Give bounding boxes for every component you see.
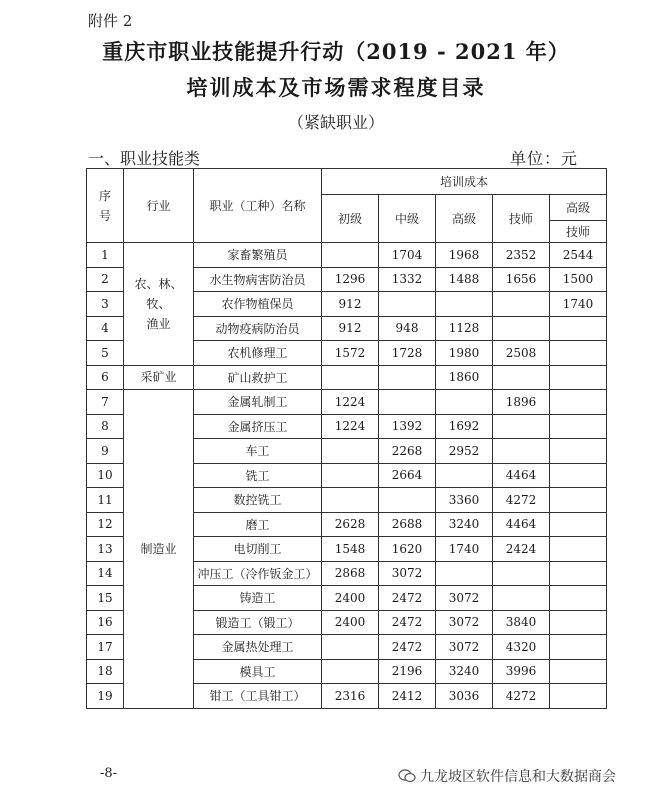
cost-cell bbox=[550, 684, 607, 709]
row-number: 10 bbox=[87, 463, 124, 488]
cost-cell bbox=[322, 659, 379, 684]
row-number: 14 bbox=[87, 561, 124, 586]
cost-cell bbox=[322, 463, 379, 488]
table-row bbox=[87, 243, 607, 268]
occupation-name: 铣工 bbox=[194, 463, 322, 488]
cost-cell bbox=[550, 610, 607, 635]
cost-cell: 2400 bbox=[322, 586, 379, 611]
row-number: 1 bbox=[87, 243, 124, 268]
row-number: 6 bbox=[87, 365, 124, 390]
cost-cell: 1548 bbox=[322, 537, 379, 562]
row-number: 9 bbox=[87, 439, 124, 464]
row-number: 12 bbox=[87, 512, 124, 537]
cost-cell bbox=[493, 586, 550, 611]
cost-cell: 2952 bbox=[436, 439, 493, 464]
cost-cell bbox=[379, 365, 436, 390]
cost-cell bbox=[550, 414, 607, 439]
row-number: 17 bbox=[87, 635, 124, 660]
header-level-4: 技师 bbox=[493, 195, 550, 243]
attachment-label: 附件 2 bbox=[88, 12, 133, 30]
row-number: 4 bbox=[87, 316, 124, 341]
cost-cell: 912 bbox=[322, 292, 379, 317]
occupation-name: 数控铣工 bbox=[194, 488, 322, 513]
cost-cell bbox=[550, 635, 607, 660]
cost-cell bbox=[550, 365, 607, 390]
occupation-name: 金属挤压工 bbox=[194, 414, 322, 439]
row-number: 5 bbox=[87, 341, 124, 366]
cost-cell bbox=[322, 243, 379, 268]
cost-cell bbox=[550, 586, 607, 611]
cost-cell: 4320 bbox=[493, 635, 550, 660]
cost-cell: 2268 bbox=[379, 439, 436, 464]
cost-cell: 1980 bbox=[436, 341, 493, 366]
cost-cell: 1296 bbox=[322, 267, 379, 292]
table-row bbox=[87, 365, 607, 390]
cost-cell: 2316 bbox=[322, 684, 379, 709]
cost-cell: 4272 bbox=[493, 684, 550, 709]
table-row bbox=[87, 390, 607, 415]
row-number: 11 bbox=[87, 488, 124, 513]
cost-cell bbox=[322, 365, 379, 390]
cost-cell bbox=[493, 414, 550, 439]
occupation-name: 金属热处理工 bbox=[194, 635, 322, 660]
row-number: 3 bbox=[87, 292, 124, 317]
page-number: -8- bbox=[100, 766, 118, 781]
cost-cell: 3036 bbox=[436, 684, 493, 709]
occupation-name: 锻造工（锻工） bbox=[194, 610, 322, 635]
cost-cell bbox=[550, 463, 607, 488]
cost-cell: 1572 bbox=[322, 341, 379, 366]
industry-cell: 采矿业 bbox=[124, 365, 194, 390]
cost-cell: 2472 bbox=[379, 635, 436, 660]
cost-cell: 1128 bbox=[436, 316, 493, 341]
header-cost-group: 培训成本 bbox=[322, 169, 607, 195]
cost-cell: 2508 bbox=[493, 341, 550, 366]
page-subtitle: （紧缺职业） bbox=[287, 113, 384, 132]
header-level-2: 中级 bbox=[379, 195, 436, 243]
occupation-name: 矿山救护工 bbox=[194, 365, 322, 390]
row-number: 2 bbox=[87, 267, 124, 292]
cost-cell bbox=[550, 561, 607, 586]
cost-cell bbox=[550, 512, 607, 537]
occupation-name: 模具工 bbox=[194, 659, 322, 684]
cost-cell: 1704 bbox=[379, 243, 436, 268]
cost-cell bbox=[550, 537, 607, 562]
cost-cell: 1224 bbox=[322, 390, 379, 415]
occupation-name: 磨工 bbox=[194, 512, 322, 537]
cost-cell: 3360 bbox=[436, 488, 493, 513]
occupation-name: 钳工（工具钳工） bbox=[194, 684, 322, 709]
cost-cell: 1692 bbox=[436, 414, 493, 439]
watermark-text: 九龙坡区软件信息和大数据商会 bbox=[420, 769, 616, 785]
cost-cell bbox=[322, 635, 379, 660]
cost-cell: 1968 bbox=[436, 243, 493, 268]
header-level-3: 高级 bbox=[436, 195, 493, 243]
occupation-name: 铸造工 bbox=[194, 586, 322, 611]
cost-cell: 2688 bbox=[379, 512, 436, 537]
cost-cell: 2412 bbox=[379, 684, 436, 709]
section-heading: 一、职业技能类 bbox=[88, 149, 201, 168]
cost-cell: 2868 bbox=[322, 561, 379, 586]
cost-cell: 1656 bbox=[493, 267, 550, 292]
cost-cell: 1224 bbox=[322, 414, 379, 439]
row-number: 8 bbox=[87, 414, 124, 439]
cost-cell bbox=[436, 390, 493, 415]
cost-cell bbox=[493, 316, 550, 341]
cost-cell: 3072 bbox=[436, 586, 493, 611]
cost-cell: 1332 bbox=[379, 267, 436, 292]
cost-cell bbox=[379, 488, 436, 513]
cost-cell bbox=[493, 439, 550, 464]
cost-cell: 1896 bbox=[493, 390, 550, 415]
header-level-1: 初级 bbox=[322, 195, 379, 243]
wechat-icon bbox=[398, 769, 416, 783]
cost-cell: 3072 bbox=[436, 635, 493, 660]
occupation-name: 电切削工 bbox=[194, 537, 322, 562]
cost-cell: 2196 bbox=[379, 659, 436, 684]
cost-cell: 2664 bbox=[379, 463, 436, 488]
cost-cell: 1728 bbox=[379, 341, 436, 366]
cost-cell: 1740 bbox=[550, 292, 607, 317]
cost-cell: 912 bbox=[322, 316, 379, 341]
cost-cell bbox=[550, 390, 607, 415]
cost-cell: 3072 bbox=[436, 610, 493, 635]
unit-label: 单位：元 bbox=[510, 149, 579, 168]
occupation-name: 车工 bbox=[194, 439, 322, 464]
cost-cell: 2628 bbox=[322, 512, 379, 537]
cost-cell: 2544 bbox=[550, 243, 607, 268]
industry-cell: 农、林、牧、 渔业 bbox=[124, 243, 194, 366]
cost-cell bbox=[436, 463, 493, 488]
row-number: 19 bbox=[87, 684, 124, 709]
cost-cell bbox=[379, 390, 436, 415]
industry-cell: 制造业 bbox=[124, 390, 194, 709]
cost-cell bbox=[550, 488, 607, 513]
cost-cell: 2472 bbox=[379, 610, 436, 635]
cost-cell bbox=[379, 292, 436, 317]
cost-cell: 1500 bbox=[550, 267, 607, 292]
occupation-name: 动物疫病防治员 bbox=[194, 316, 322, 341]
cost-cell bbox=[436, 292, 493, 317]
cost-cell: 4464 bbox=[493, 512, 550, 537]
occupation-name: 农作物植保员 bbox=[194, 292, 322, 317]
header-industry: 行业 bbox=[124, 169, 194, 243]
cost-cell: 2472 bbox=[379, 586, 436, 611]
cost-cell bbox=[550, 659, 607, 684]
cost-cell: 3240 bbox=[436, 512, 493, 537]
cost-cell: 1488 bbox=[436, 267, 493, 292]
cost-cell: 2352 bbox=[493, 243, 550, 268]
cost-cell: 1392 bbox=[379, 414, 436, 439]
cost-cell bbox=[493, 292, 550, 317]
occupation-name: 金属轧制工 bbox=[194, 390, 322, 415]
occupation-name: 冲压工（冷作钣金工） bbox=[194, 561, 322, 586]
row-number: 16 bbox=[87, 610, 124, 635]
cost-cell: 948 bbox=[379, 316, 436, 341]
page-title-line2: 培训成本及市场需求程度目录 bbox=[186, 75, 486, 100]
cost-cell: 3240 bbox=[436, 659, 493, 684]
cost-cell bbox=[550, 316, 607, 341]
cost-cell bbox=[436, 561, 493, 586]
cost-cell: 1740 bbox=[436, 537, 493, 562]
occupation-name: 家畜繁殖员 bbox=[194, 243, 322, 268]
cost-cell: 4272 bbox=[493, 488, 550, 513]
cost-cell: 3072 bbox=[379, 561, 436, 586]
cost-cell: 3996 bbox=[493, 659, 550, 684]
cost-cell: 1860 bbox=[436, 365, 493, 390]
header-seq: 序号 bbox=[87, 169, 124, 243]
cost-cell bbox=[322, 439, 379, 464]
cost-cell bbox=[493, 561, 550, 586]
cost-cell bbox=[322, 488, 379, 513]
cost-cell bbox=[493, 365, 550, 390]
header-occupation: 职业（工种）名称 bbox=[194, 169, 322, 243]
row-number: 13 bbox=[87, 537, 124, 562]
cost-cell: 2424 bbox=[493, 537, 550, 562]
row-number: 7 bbox=[87, 390, 124, 415]
watermark bbox=[398, 766, 616, 786]
cost-cell bbox=[550, 439, 607, 464]
cost-cell: 2400 bbox=[322, 610, 379, 635]
occupation-name: 农机修理工 bbox=[194, 341, 322, 366]
cost-cell: 4464 bbox=[493, 463, 550, 488]
occupation-name: 水生物病害防治员 bbox=[194, 267, 322, 292]
cost-cell bbox=[550, 341, 607, 366]
cost-cell: 3840 bbox=[493, 610, 550, 635]
cost-cell: 1620 bbox=[379, 537, 436, 562]
header-senior-tech-top: 高级 bbox=[550, 195, 607, 221]
row-number: 15 bbox=[87, 586, 124, 611]
header-senior-tech-bottom: 技师 bbox=[550, 221, 607, 243]
page-title: 重庆市职业技能提升行动（2019 - 2021 年） bbox=[102, 39, 570, 64]
row-number: 18 bbox=[87, 659, 124, 684]
cost-table bbox=[86, 168, 607, 709]
